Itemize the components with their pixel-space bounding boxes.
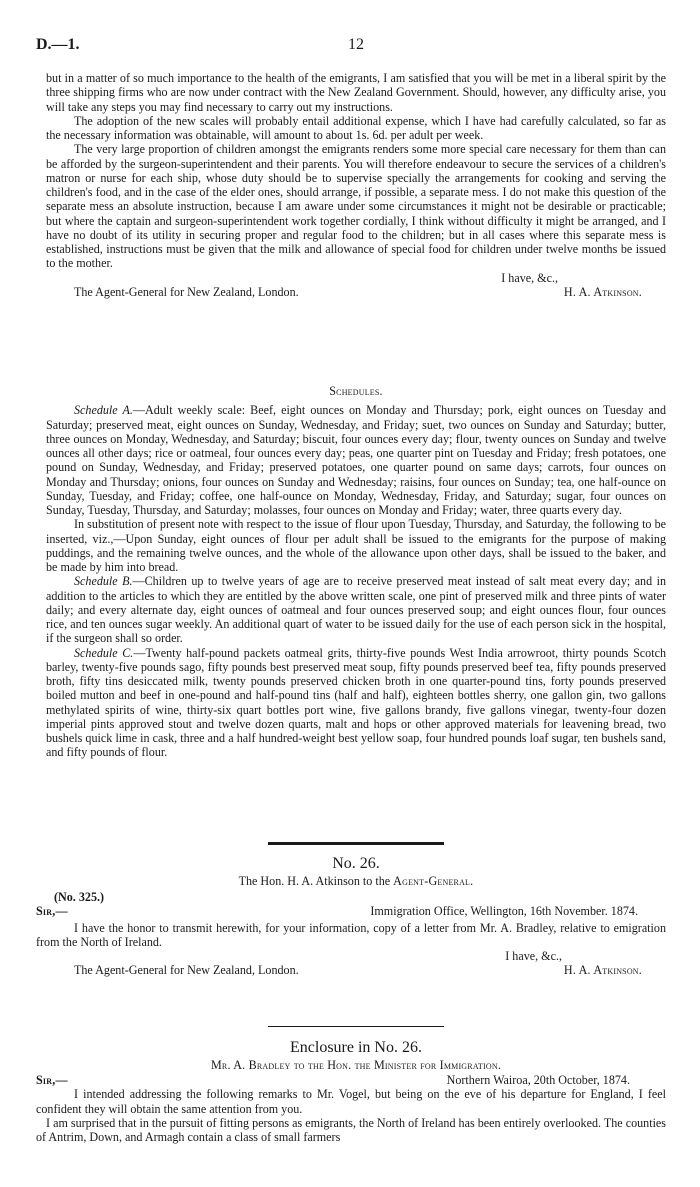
no26-body: I have the honor to transmit herewith, for your information, copy of a letter from Mr. A. Bradley, relative to emigration from the North of Ireland. <box>36 920 666 949</box>
addressee: The Agent-General for New Zealand, London. <box>74 963 299 978</box>
schedule-c <box>46 646 666 760</box>
closing: I have, &c., <box>505 949 562 963</box>
schedule-b-label: Schedule B. <box>74 574 133 589</box>
no26-from: The Hon. H. A. Atkinson <box>238 874 360 888</box>
no26-to-word: to the <box>362 874 391 888</box>
schedule-b-text: —Children up to twelve years of age are to receive preserved meat instead of salt meat every day; and in addition to the articles to which they are entitled by the above written scale, one pint of preserved milk and three pints of water daily; and every alternate day, eight ounces of oatmeal and four ounces preserved soup; and eight ounces flour, four ounces rice, and ten ounces sugar weekly. An additional quart of water to be issued daily for the use of each person sick in the hospital, if the surgeon shall so order. <box>46 574 666 646</box>
schedules-title: Schedules. <box>329 384 383 398</box>
no26-section <box>36 854 666 978</box>
letter-continuation <box>46 71 666 299</box>
signature: H. A. Atkinson. <box>563 963 642 978</box>
letter-ref: (No. 325.) <box>54 890 105 904</box>
closing-row <box>46 271 666 285</box>
place-date: Northern Wairoa, 20th October, 1874. <box>446 1073 630 1087</box>
enclosure-subtitle: Mr. A. Bradley to the Hon. the Minister for Immigration. <box>210 1058 502 1072</box>
addressee-row <box>46 285 666 299</box>
section-divider <box>46 842 666 845</box>
addressee: The Agent-General for New Zealand, London. <box>74 284 299 299</box>
substitution-note: In substitution of present note with respect to the issue of flour upon Tuesday, Thursday, and Saturday, the following to be inserted, viz.,—Upon Sunday, eight ounces of flour per adult shall be issued to the emigrants for the purpose of making puddings, and the remaining twelve ounces, and the whole of the allowance upon other days, shall be issued to the baker, and be made by him into bread. <box>46 517 666 574</box>
no26-subtitle <box>46 874 666 889</box>
schedule-c-label: Schedule C. <box>74 645 134 660</box>
schedules-section <box>46 384 666 760</box>
enclosure-section <box>36 1038 666 1144</box>
addressee-row <box>46 963 666 977</box>
document-code: D.—1. <box>36 36 80 53</box>
paragraph: I am surprised that in the pursuit of fitting persons as emigrants, the North of Ireland has been entirely overlooked. The counties of Antrim, Down, and Armagh contain a class of small farmers <box>36 1115 666 1144</box>
schedule-a-text: —Adult weekly scale: Beef, eight ounces on Monday and Thursday; pork, eight ounces on Tuesday and Saturday; preserved meat, eight ounces on Sunday, Wednesday, and Friday; suet, two ounces on Sunday and Saturday; butter, three ounces on Monday, Wednesday, and Saturday; biscuit, four ounces every day; flour, twenty ounces on Sunday and twelve ounces all other days; rice or oatmeal, four ounces every day; peas, one quarter pint on Tuesday and Friday; fresh potatoes, one pound on Sunday, Wednesday, and Friday; preserved potatoes, one quarter pound on same days; carrots, four ounces on Monday and Thursday; onions, four ounces on Sunday and Wednesday; raisins, four ounces on Sunday; tea, one half-ounce on Sunday, Tuesday, and Friday; coffee, one half-ounce on Monday, Wednesday, Friday, and Saturday; sugar, four ounces on Sunday, Tuesday, Thursday, and Saturday; molasses, four ounces on Monday and Friday; water, three quarts every day. <box>46 403 666 517</box>
thin-divider <box>46 1026 666 1027</box>
schedule-b <box>46 574 666 645</box>
salutation-row <box>36 904 666 919</box>
schedule-a <box>46 403 666 517</box>
paragraph: but in a matter of so much importance to the health of the emigrants, I am satisfied that you will be met in a liberal spirit by the three shipping firms who are now under contract with the New Zealand Government. Should, however, any difficulty arise, you will take any steps you may find necessary to carry out my instructions. <box>46 71 666 114</box>
page-number: 12 <box>348 36 364 53</box>
closing: I have, &c., <box>501 270 558 285</box>
schedule-a-label: Schedule A. <box>74 403 133 418</box>
salutation: Sir,— <box>36 904 68 919</box>
paragraph: The very large proportion of children amongst the emigrants renders some more special care necessary for them than can be afforded by the surgeon-superintendent and their parents. You will therefore endeavour to secure the services of a children's matron or nurse for each ship, whose duty should be to supervise specially the arrangements for cooking and serving the children's food, and in the case of the elder ones, should arrange, if possible, a separate mess. I do not make this question of the separate mess an absolute instruction, because I am aware under some circumstances it might not be desirable or practicable; but where the captain and surgeon-superintendent work together cordially, I think without difficulty it might be arranged, and I have no doubt of its utility in securing proper and regular food to the children; but in all cases where this separate mess is established, instructions must be given that the milk and allowance of special food for children under twelve months be issued to the mother. <box>46 142 666 271</box>
no26-title: No. 26. <box>332 855 380 872</box>
ref-row <box>46 890 666 904</box>
thin-rule <box>268 1026 444 1027</box>
page-header <box>36 36 666 56</box>
signature: H. A. Atkinson. <box>563 284 642 299</box>
closing-row <box>46 949 666 963</box>
paragraph: I intended addressing the following remarks to Mr. Vogel, but being on the eve of his departure for England, I feel confident they will obtain the same attention from you. <box>36 1087 666 1116</box>
salutation: Sir,— <box>36 1073 68 1087</box>
salutation-row <box>36 1073 666 1087</box>
paragraph: The adoption of the new scales will probably entail additional expense, which I have had carefully calculated, so far as the necessary information was obtainable, will amount to about 1s. 6d. per adult per week. <box>46 113 666 142</box>
place-date: Immigration Office, Wellington, 16th November. 1874. <box>370 904 638 919</box>
enclosure-title: Enclosure in No. 26. <box>290 1039 422 1056</box>
thick-rule <box>268 842 444 845</box>
schedule-c-text: —Twenty half-pound packets oatmeal grits, thirty-five pounds West India arrowroot, thirty pounds Scotch barley, twenty-five pounds sago, fifty pounds best preserved meat soup, fifty pounds preserved beef tea, fifty pounds preserved broth, fifty tins desiccated milk, twenty pounds preserved chicken broth in one quarter-pound tins, forty pounds preserved boiled mutton and beef in one-pound and half-pound tins (half and half), eighteen bottles sherry, one gallon gin, two gallons methylated spirits of wine, thirty-six quart bottles port wine, five gallons brandy, five gallons vinegar, twenty-four dozen imperial pints approved stout and twelve dozen quarts, malt and hops or other approved materials for leavening bread, two bushels quick lime in cask, three and a half hundred-weight best yellow soap, four hundred pounds loaf sugar, ten bushels sand, and fifty pounds of flour. <box>46 645 666 760</box>
no26-recipient: Agent-General. <box>393 874 474 888</box>
